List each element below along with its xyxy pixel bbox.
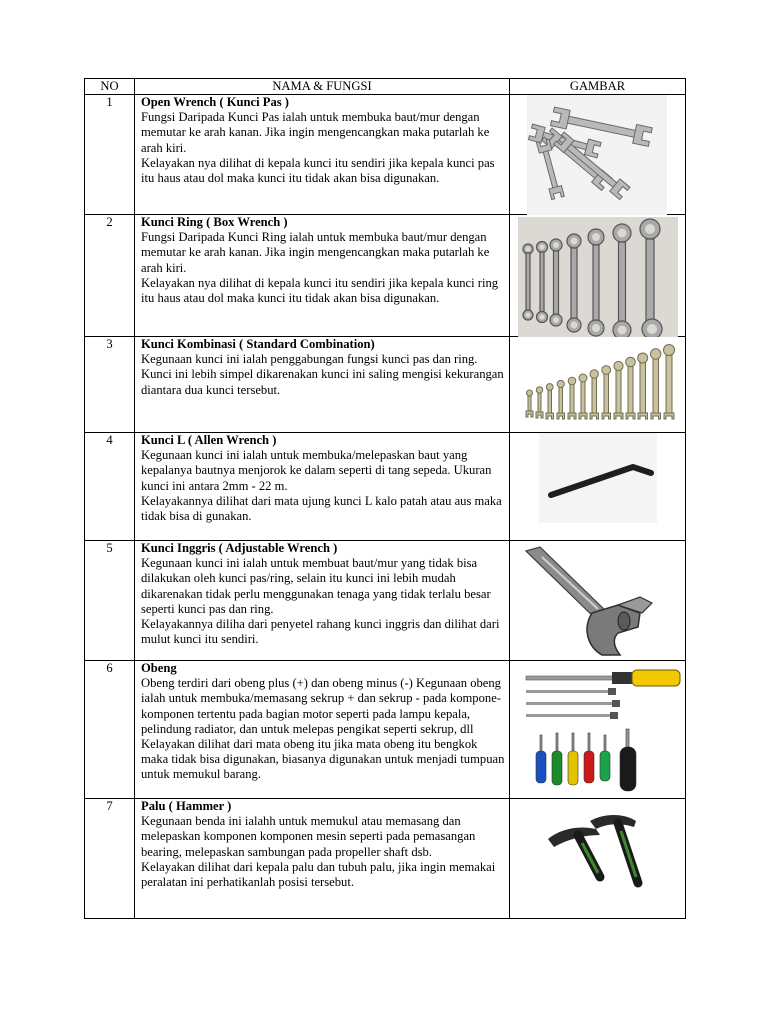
tool-title: Palu ( Hammer ): [141, 799, 232, 813]
table-row: [85, 661, 686, 799]
table-header-row: [85, 79, 686, 95]
allen-key-icon: [539, 433, 657, 523]
table-row: [85, 433, 686, 541]
row-description: [135, 95, 510, 215]
tool-condition-text: Kelayakan dilihat dari mata obeng itu jika mata obeng itu bengkok maka tidak bisa digunakan, biasanya digunakan untuk menjadi tumpuan untuk memukul barang.: [141, 737, 505, 782]
hammer-icon: [538, 805, 658, 897]
combination-wrench-set-icon: [520, 343, 684, 423]
row-image-cell: [510, 95, 686, 215]
ring-wrench-set-icon: [518, 217, 678, 337]
row-number: 3: [85, 337, 135, 433]
tool-function-text: Fungsi Daripada Kunci Ring ialah untuk membuka baut/mur dengan memutar ke arah kanan. Jika ingin mengencangkan maka putarlah ke arah kiri.: [141, 230, 490, 275]
row-number: 7: [85, 799, 135, 919]
tool-function-text: Kegunaan benda ini ialahh untuk memukul atau memasang dan melepaskan komponen komponen mesin seperti pada pemasangan bearing, melepaskan sambungan pada propeller shaft dsb.: [141, 814, 476, 859]
table-row: [85, 95, 686, 215]
table-row: [85, 215, 686, 337]
row-description: [135, 799, 510, 919]
table-row: [85, 337, 686, 433]
tool-title: Kunci Ring ( Box Wrench ): [141, 215, 288, 229]
tool-title: Kunci Inggris ( Adjustable Wrench ): [141, 541, 338, 555]
header-no: NO: [85, 79, 135, 95]
row-number: 4: [85, 433, 135, 541]
row-description: [135, 215, 510, 337]
row-description: [135, 433, 510, 541]
tool-title: Kunci L ( Allen Wrench ): [141, 433, 277, 447]
table-row: [85, 799, 686, 919]
row-number: 2: [85, 215, 135, 337]
tool-condition-text: Kelayakan nya dilihat di kepala kunci itu sendiri jika kepala kunci ring itu haus atau dol maka kunci itu tidak akan bisa digunakan.: [141, 275, 499, 306]
tool-condition-text: Kelayakan dilihat dari kepala palu dan tubuh palu, jika ingin memakai peralatan ini perhatikanlah posisi tersebut.: [141, 859, 496, 890]
adjustable-wrench-icon: [522, 543, 672, 659]
tool-function-text: Kegunaan kunci ini ialah untuk membuat baut/mur yang tidak bisa dilakukan oleh kunci pas/ring, selain itu kunci ini lebih mudah dikarenakan tidak perlu menggunakan tenaga yang tidak terlalu besar seperti kunci pas dan ring.: [141, 556, 491, 616]
row-image-cell: [510, 215, 686, 337]
row-description: [135, 337, 510, 433]
row-image-cell: [510, 433, 686, 541]
row-description: [135, 661, 510, 799]
tool-function-text: Kegunaan kunci ini ialah untuk membuka/melepaskan baut yang kepalanya bautnya menjorok ke dalam seperti di tang sepeda. Ukuran kunci ini antara 2mm - 22 m.: [141, 448, 492, 493]
tool-condition-text: Kelayakannya diliha dari penyetel rahang kunci inggris dan dilihat dari mulut kunci itu sendiri.: [141, 617, 500, 647]
row-description: [135, 541, 510, 661]
tools-table: [84, 78, 686, 919]
header-name-function: NAMA & FUNGSI: [135, 79, 510, 95]
tool-title: Kunci Kombinasi ( Standard Combination): [141, 337, 375, 351]
tool-function-text: Kegunaan kunci ini ialah penggabungan fungsi kunci pas dan ring. Kunci ini lebih simpel dikarenakan kunci ini saling mengisi kekurangan diantara dua kunci tersebut.: [141, 352, 504, 397]
row-image-cell: [510, 541, 686, 661]
row-image-cell: [510, 661, 686, 799]
screwdriver-set-icon: [522, 663, 684, 797]
tool-condition-text: Kelayakannya dilihat dari mata ujung kunci L kalo patah atau aus maka tidak bisa di gunakan.: [141, 493, 502, 524]
tool-function-text: Obeng terdiri dari obeng plus (+) dan obeng minus (-) Kegunaan obeng ialah untuk membuka/memasang sekrup + dan sekrup - pada kompone-komponen tertentu pada bagian motor seperti pada lampu kepala, pelindung radiator, dan untuk melepas pengikat seperti sekrup, dll: [141, 676, 501, 736]
open-wrench-set-icon: [527, 95, 667, 215]
row-image-cell: [510, 799, 686, 919]
tool-title: Open Wrench ( Kunci Pas ): [141, 95, 289, 109]
table-row: [85, 541, 686, 661]
tool-title: Obeng: [141, 661, 177, 675]
row-number: 1: [85, 95, 135, 215]
row-number: 6: [85, 661, 135, 799]
tool-condition-text: Kelayakan nya dilihat di kepala kunci itu sendiri jika kepala kunci pas itu haus atau dol maka kunci itu tidak akan bisa digunakan.: [141, 155, 495, 186]
row-image-cell: [510, 337, 686, 433]
row-number: 5: [85, 541, 135, 661]
tool-function-text: Fungsi Daripada Kunci Pas ialah untuk membuka baut/mur dengan memutar ke arah kanan. Jika ingin mengencangkan maka putarlah ke arah kiri.: [141, 110, 490, 155]
header-image: GAMBAR: [510, 79, 686, 95]
